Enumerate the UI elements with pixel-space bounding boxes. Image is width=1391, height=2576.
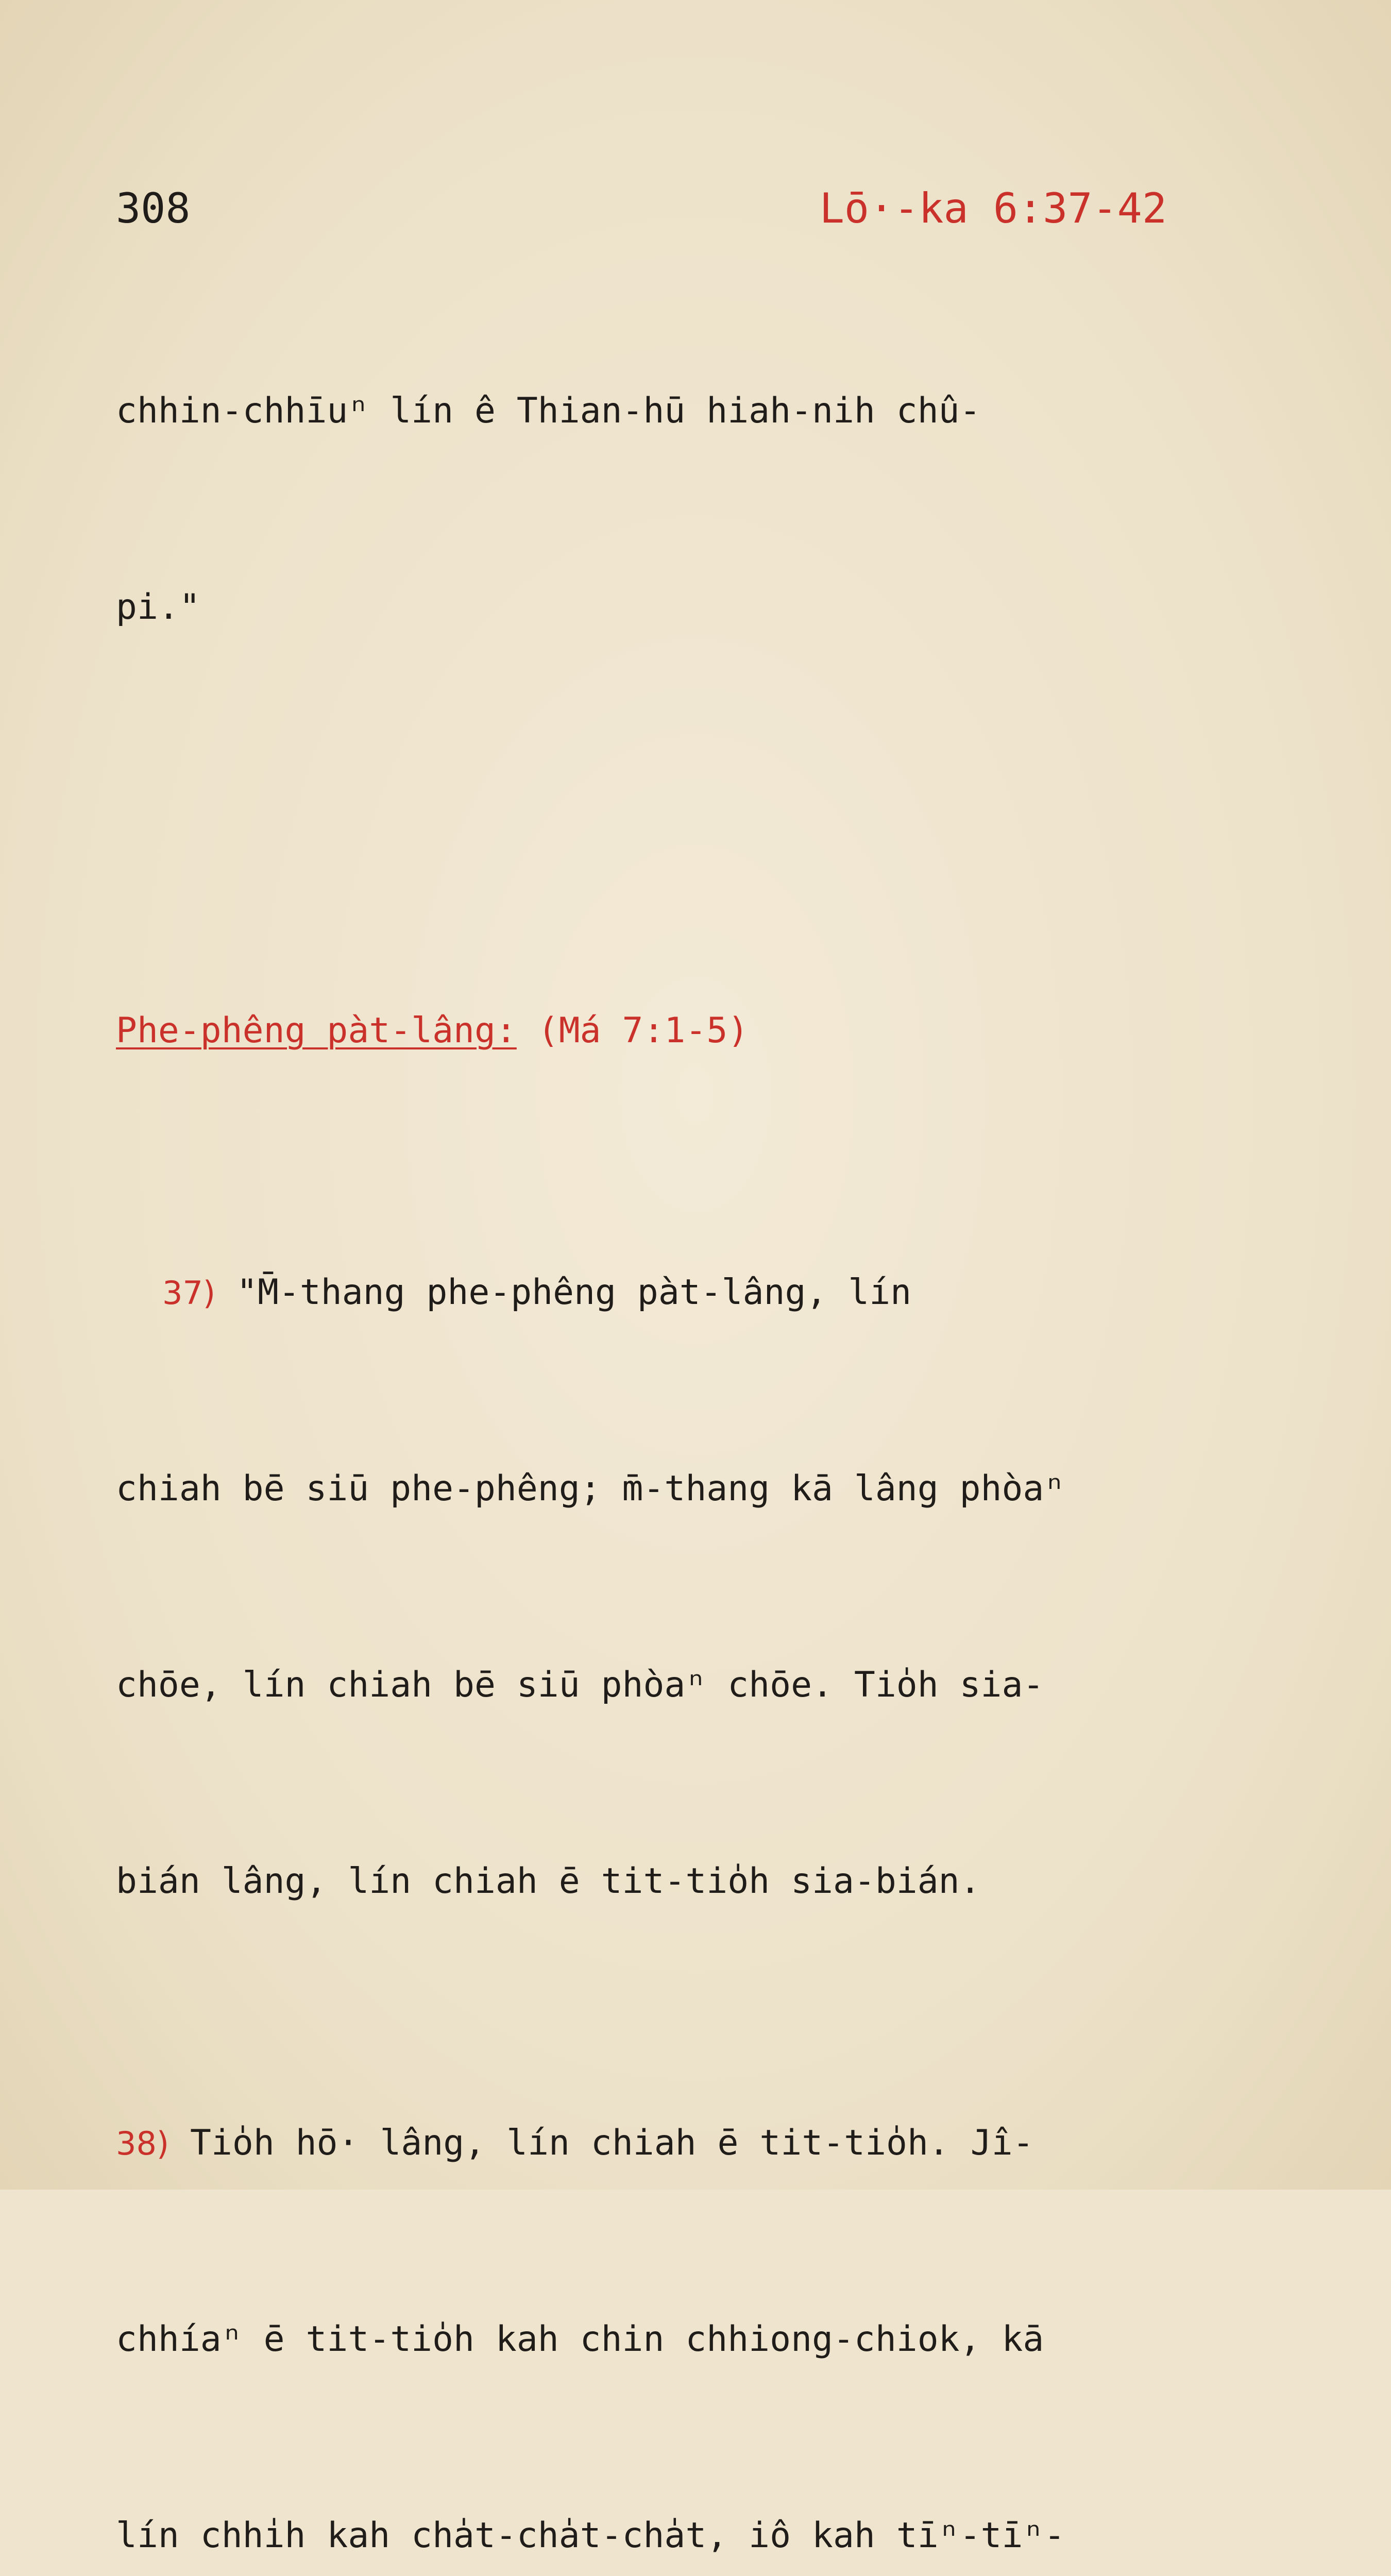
body-text: [116, 247, 1280, 2576]
text-line: lín chhi̍h kah cha̍t-cha̍t-cha̍t, iô kah tīⁿ-tīⁿ-: [116, 2515, 1065, 2556]
text-line: chiah bē siū phe-phêng; m̄-thang kā lâng phòaⁿ: [116, 1468, 1065, 1509]
text-line: chhíaⁿ ē tit-tio̍h kah chin chhiong-chiok, kā: [116, 2319, 1044, 2360]
text-line: bián lâng, lín chiah ē tit-tio̍h sia-bián.: [116, 1861, 981, 1902]
page-number: 308: [116, 184, 191, 232]
text-segment: "M̄-thang phe-phêng pàt-lâng, lín: [215, 1272, 912, 1313]
verse-number-37: 37): [162, 1274, 216, 1312]
paragraph-gap: [116, 771, 1280, 802]
section-heading-reference: (Má 7:1-5): [516, 1010, 749, 1051]
text-line: chōe, lín chiah bē siū phòaⁿ chōe. Tio̍h sia-: [116, 1665, 1044, 1705]
text-line: pi.": [116, 587, 200, 628]
section-heading-title: Phe-phêng pàt-lâng:: [116, 1010, 517, 1051]
verse-number-38: 38): [116, 2125, 169, 2162]
text-line: [116, 1260, 1280, 1325]
section-heading: [116, 998, 1280, 1063]
text-segment: Tio̍h hō· lâng, lín chiah ē tit-tio̍h. Jî-: [169, 2123, 1034, 2163]
running-head: Lō·-ka 6:37-42: [819, 184, 1167, 232]
page-header: [116, 180, 1167, 237]
text-line: chhin-chhīuⁿ lín ê Thian-hū hiah-nih chû-: [116, 391, 981, 431]
text-line: [116, 2110, 1280, 2176]
